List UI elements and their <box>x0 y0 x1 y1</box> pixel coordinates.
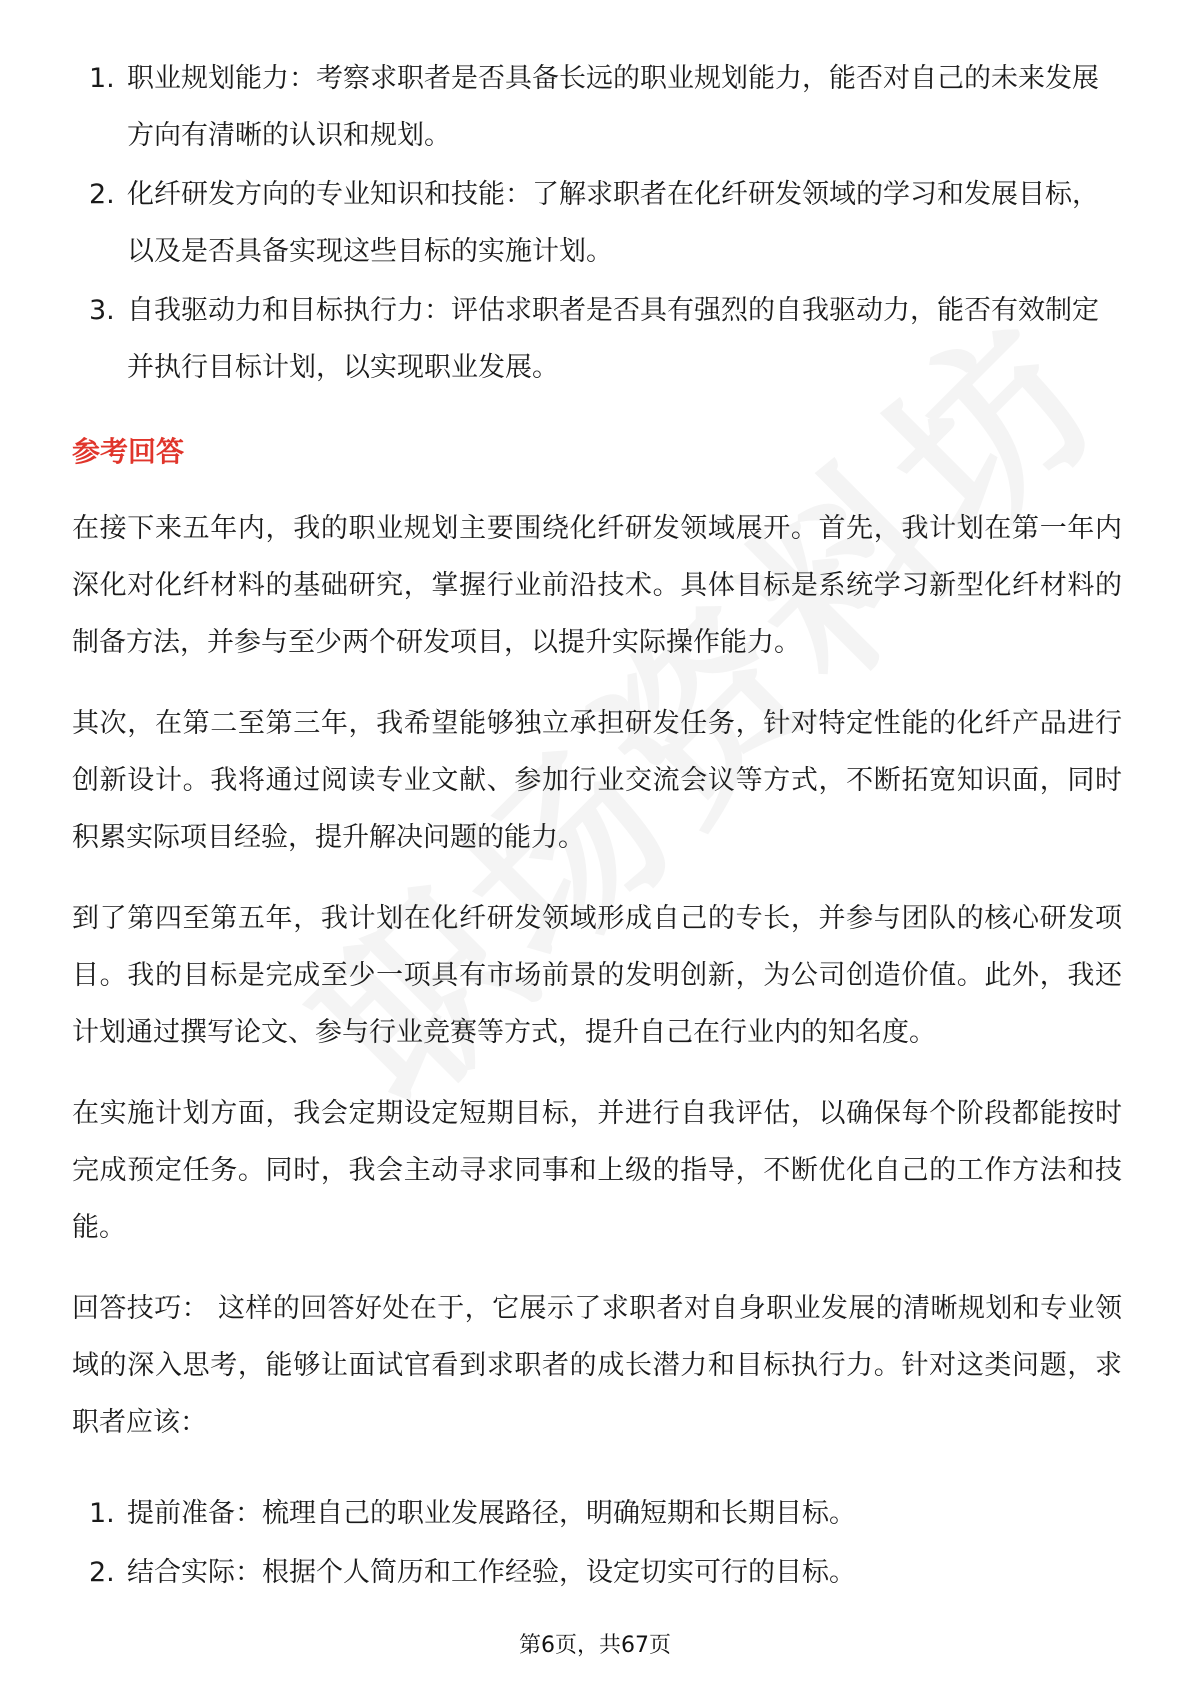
list-item <box>72 50 1122 164</box>
answer-paragraph: 在接下来五年内，我的职业规划主要围绕化纤研发领域展开。首先，我计划在第一年内深化对化纤材料的基础研究，掌握行业前沿技术。具体目标是系统学习新型化纤材料的制备方法，并参与至少两个研发项目，以提升实际操作能力。 <box>72 513 1122 658</box>
list-item <box>72 1485 1122 1542</box>
list-item <box>72 1544 1122 1601</box>
tips-list <box>72 1485 1122 1601</box>
list-item-text: 自我驱动力和目标执行力：评估求职者是否具有强烈的自我驱动力，能否有效制定并执行目标计划，以实现职业发展。 <box>127 295 1099 383</box>
list-item-number: 2. <box>89 179 115 210</box>
list-item-number: 2. <box>89 1557 115 1588</box>
list-item-number: 3. <box>89 295 115 326</box>
list-item-number: 1. <box>89 1498 115 1529</box>
tips-paragraph: 回答技巧： 这样的回答好处在于，它展示了求职者对自身职业发展的清晰规划和专业领域的深入思考，能够让面试官看到求职者的成长潜力和目标执行力。针对这类问题，求职者应该： <box>72 1293 1122 1438</box>
list-item-text: 职业规划能力：考察求职者是否具备长远的职业规划能力，能否对自己的未来发展方向有清晰的认识和规划。 <box>127 63 1099 151</box>
list-item <box>72 166 1122 280</box>
list-item <box>72 282 1122 396</box>
section-heading: 参考回答 <box>72 435 185 468</box>
answer-paragraph: 在实施计划方面，我会定期设定短期目标，并进行自我评估，以确保每个阶段都能按时完成预定任务。同时，我会主动寻求同事和上级的指导，不断优化自己的工作方法和技能。 <box>72 1098 1122 1243</box>
list-item-text: 化纤研发方向的专业知识和技能：了解求职者在化纤研发领域的学习和发展目标，以及是否具备实现这些目标的实施计划。 <box>127 179 1099 267</box>
list-item-number: 1. <box>89 63 115 94</box>
criteria-list <box>72 50 1122 396</box>
answer-paragraph: 其次，在第二至第三年，我希望能够独立承担研发任务，针对特定性能的化纤产品进行创新设计。我将通过阅读专业文献、参加行业交流会议等方式，不断拓宽知识面，同时积累实际项目经验，提升解决问题的能力。 <box>72 708 1122 853</box>
answer-paragraph: 到了第四至第五年，我计划在化纤研发领域形成自己的专长，并参与团队的核心研发项目。我的目标是完成至少一项具有市场前景的发明创新，为公司创造价值。此外，我还计划通过撰写论文、参与行业竞赛等方式，提升自己在行业内的知名度。 <box>72 903 1122 1048</box>
page-content <box>72 50 1122 1603</box>
list-item-text: 结合实际：根据个人简历和工作经验，设定切实可行的目标。 <box>127 1557 856 1588</box>
page-footer: 第6页，共67页 <box>519 1633 671 1658</box>
list-item-text: 提前准备：梳理自己的职业发展路径，明确短期和长期目标。 <box>127 1498 856 1529</box>
